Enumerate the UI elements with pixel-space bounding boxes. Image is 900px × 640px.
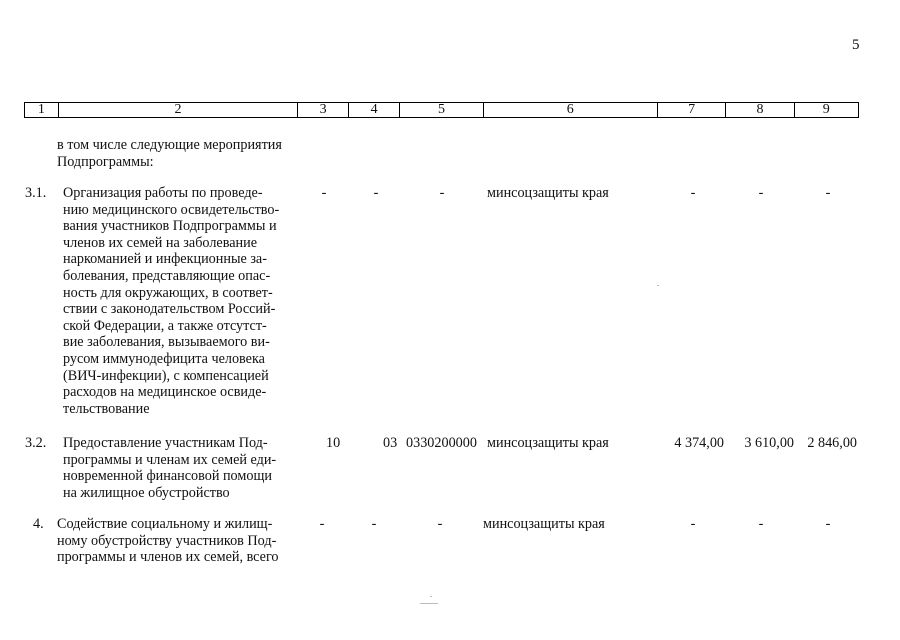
cell-col-7: - <box>690 516 696 532</box>
cell-col-4: - <box>373 185 379 201</box>
header-col-6: 6 <box>484 103 658 117</box>
desc-line: ствии с законодательством Россий- <box>63 301 276 318</box>
cell-col-6: минсоцзащиты края <box>487 185 609 201</box>
cell-col-6: минсоцзащиты края <box>487 435 609 451</box>
desc-line: вания участников Подпрограммы и <box>63 218 277 235</box>
section-intro-text <box>57 137 302 170</box>
cell-col-8: 3 610,00 <box>744 435 794 451</box>
desc-line: тельствование <box>63 400 150 417</box>
row-description <box>63 435 291 501</box>
cell-col-9: - <box>825 516 831 532</box>
header-col-2: 2 <box>59 103 299 117</box>
desc-line: болевания, представляющие опас- <box>63 267 271 284</box>
desc-line: расходов на медицинское освиде- <box>63 384 267 401</box>
row-description <box>57 516 295 566</box>
desc-line: в том числе следующие мероприятия <box>57 137 282 153</box>
cell-col-3: - <box>321 185 327 201</box>
desc-line: на жилищное обустройство <box>63 484 230 501</box>
row-number: 3.1. <box>25 185 47 201</box>
cell-col-5: 0330200000 <box>406 435 477 451</box>
header-col-3: 3 <box>298 103 349 117</box>
header-col-8: 8 <box>726 103 794 117</box>
desc-line: программы и членам их семей еди- <box>63 451 277 468</box>
cell-col-5: - <box>437 516 443 532</box>
cell-col-4: 03 <box>383 435 398 451</box>
cell-col-9: 2 846,00 <box>807 435 857 451</box>
header-col-4: 4 <box>349 103 401 117</box>
desc-line: Содействие социальному и жилищ- <box>57 516 273 532</box>
cell-col-5: - <box>439 185 445 201</box>
scan-speck <box>657 285 659 286</box>
scan-speck <box>420 603 438 604</box>
table-header-row <box>24 102 859 118</box>
cell-col-8: - <box>758 516 764 532</box>
desc-line: (ВИЧ-инфекции), с компенсацией <box>63 367 269 384</box>
cell-col-6: минсоцзащиты края <box>483 516 605 532</box>
desc-line: Предоставление участникам Под- <box>63 435 268 451</box>
cell-col-7: - <box>690 185 696 201</box>
desc-line: нию медицинского освидетельство- <box>63 201 280 218</box>
cell-col-8: - <box>758 185 764 201</box>
page-number: 5 <box>852 37 860 53</box>
cell-col-3: - <box>319 516 325 532</box>
desc-line: членов их семей на заболевание <box>63 234 257 251</box>
desc-line: ность для окружающих, в соответ- <box>63 284 273 301</box>
desc-line: русом иммунодефицита человека <box>63 350 265 367</box>
row-number: 4. <box>33 516 44 532</box>
desc-line: новременной финансовой помощи <box>63 468 272 485</box>
header-col-5: 5 <box>400 103 483 117</box>
desc-line: наркоманией и инфекционные за- <box>63 251 267 268</box>
header-col-1: 1 <box>25 103 59 117</box>
desc-line: ному обустройству участников Под- <box>57 532 277 549</box>
row-number: 3.2. <box>25 435 47 451</box>
desc-line: вие заболевания, вызываемого ви- <box>63 334 270 351</box>
scan-speck <box>430 596 432 597</box>
cell-col-4: - <box>371 516 377 532</box>
cell-col-7: 4 374,00 <box>674 435 724 451</box>
cell-col-3: 10 <box>326 435 341 451</box>
desc-line: программы и членов их семей, всего <box>57 549 279 566</box>
row-description <box>63 185 291 417</box>
header-col-7: 7 <box>658 103 726 117</box>
desc-line: Организация работы по проведе- <box>63 185 263 201</box>
desc-line: Подпрограммы: <box>57 153 154 170</box>
header-col-9: 9 <box>822 102 830 117</box>
cell-col-9: - <box>825 185 831 201</box>
desc-line: ской Федерации, а также отсутст- <box>63 317 267 334</box>
